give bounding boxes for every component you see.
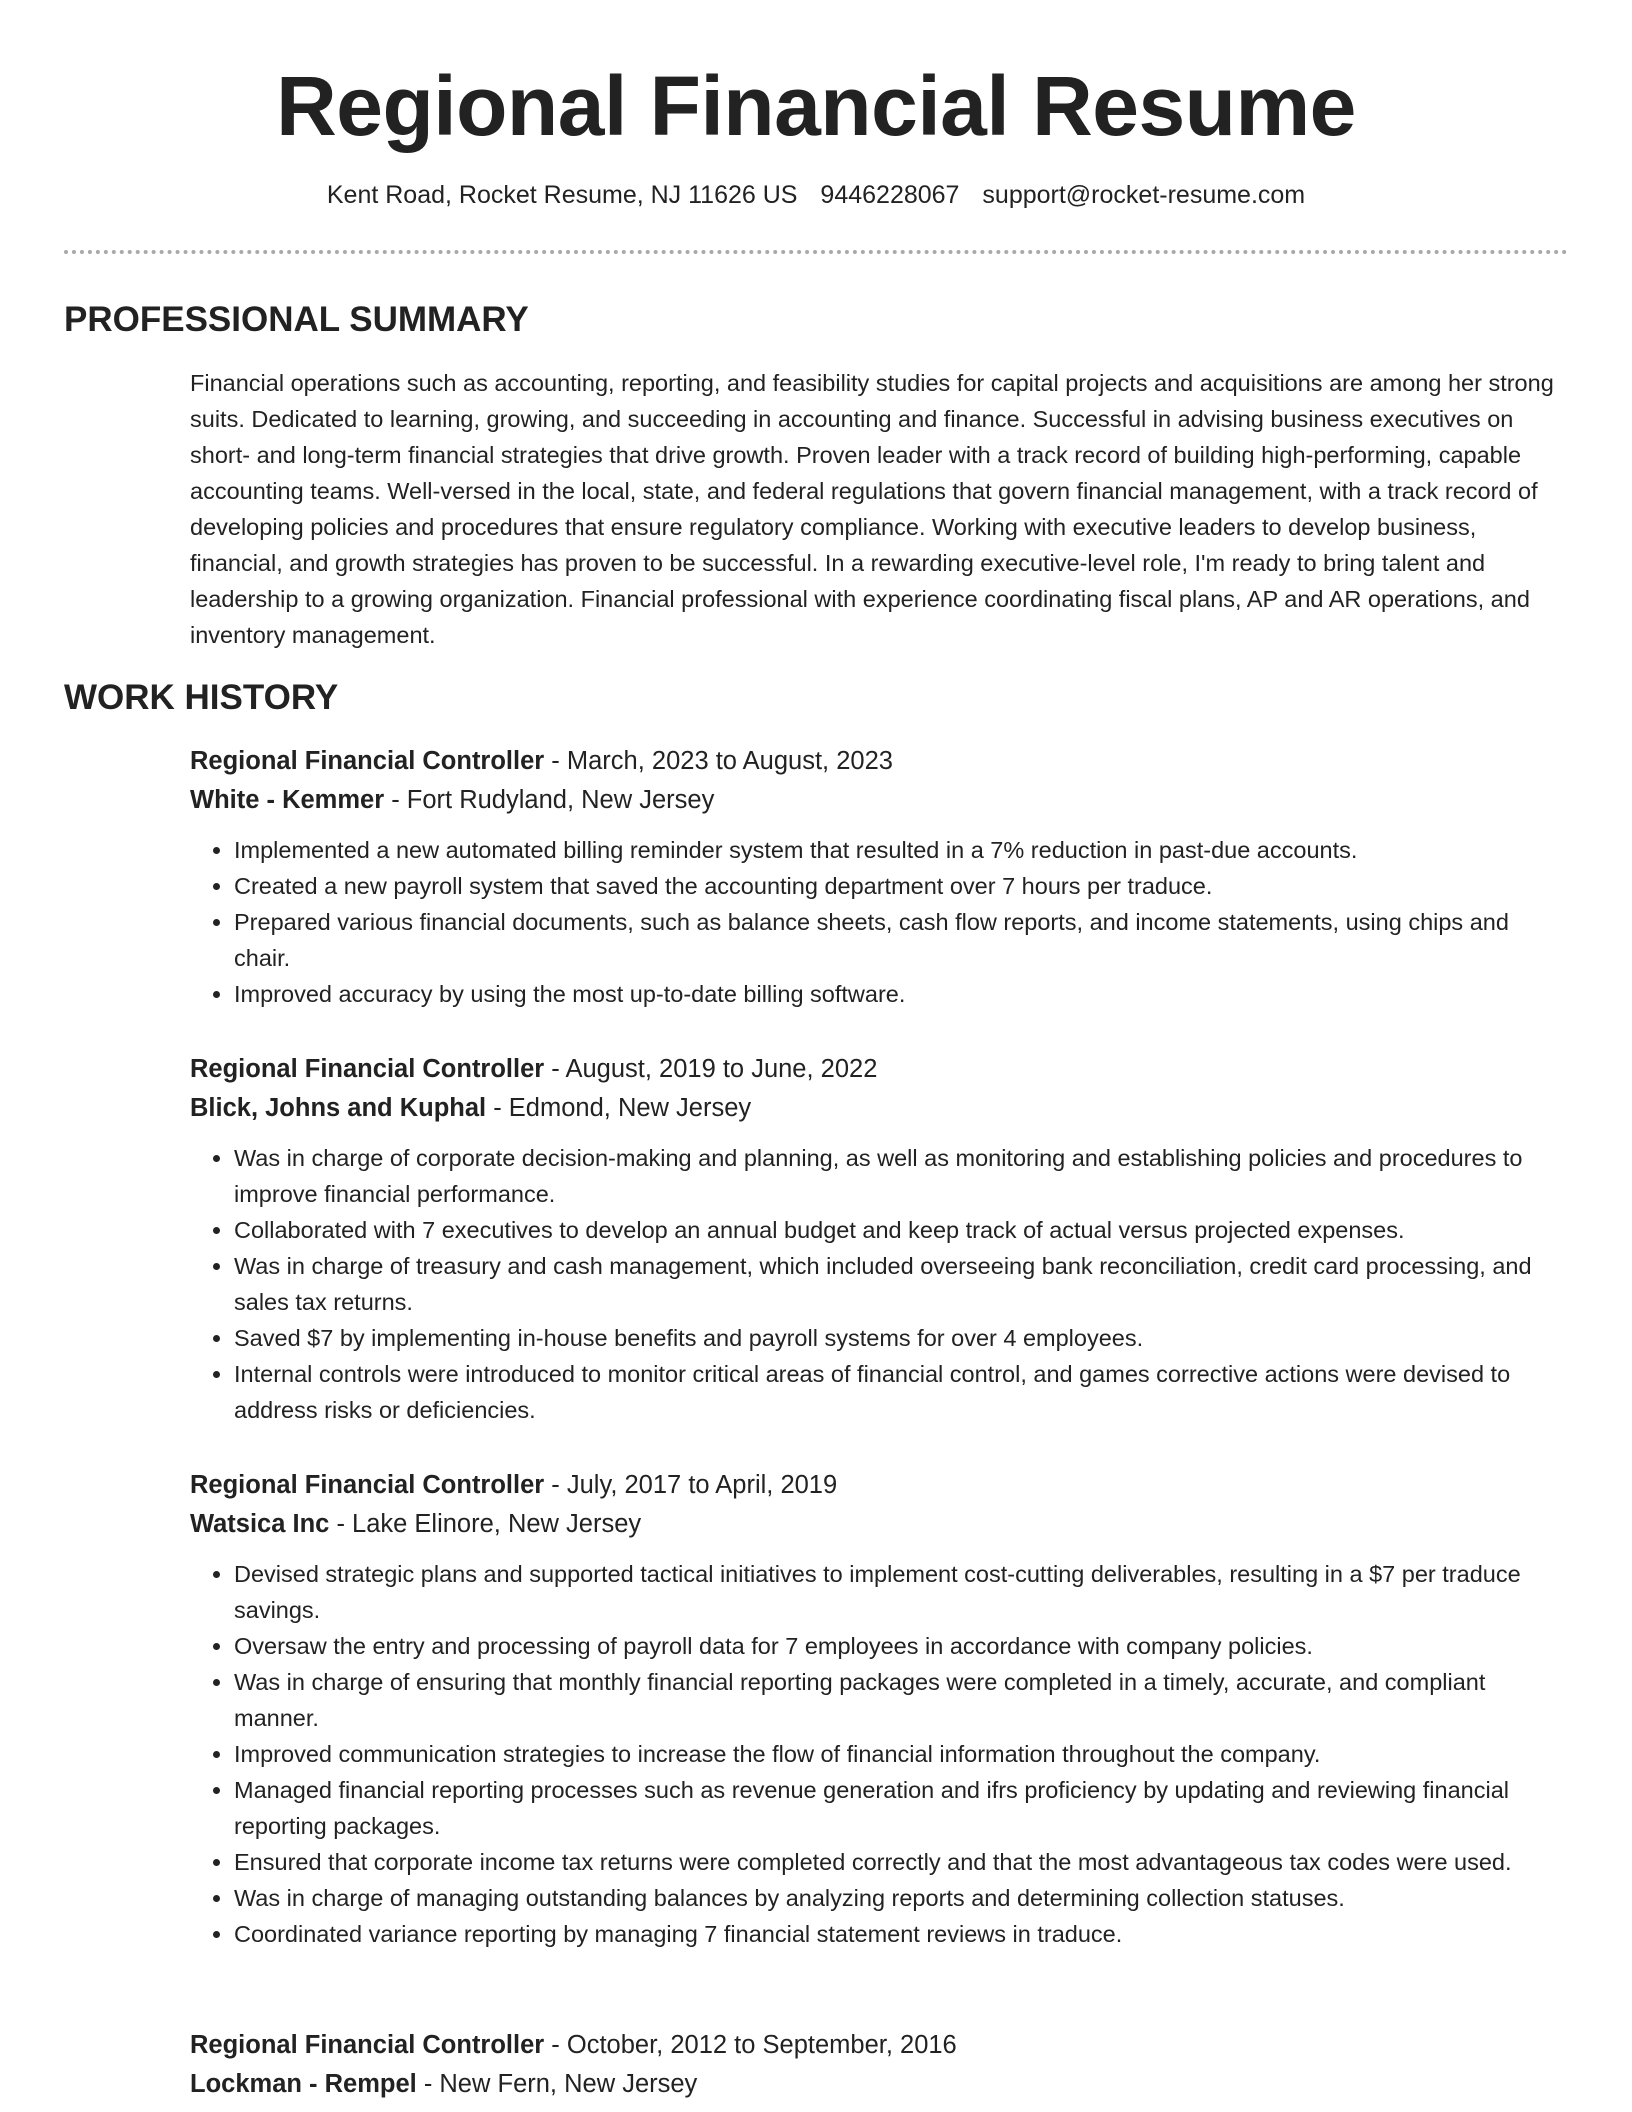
job-company-line xyxy=(190,2065,1568,2104)
job-dates: - July, 2017 to April, 2019 xyxy=(544,1471,838,1499)
job-bullet: • Created a new payroll system that saved the accounting department over 7 hours per traduce. xyxy=(234,868,1568,904)
job-entry xyxy=(190,1050,1568,1428)
job-title-line xyxy=(190,742,1568,781)
job-role: Regional Financial Controller xyxy=(190,1471,545,1499)
header-divider xyxy=(64,250,1568,254)
job-bullet: • Implemented a new automated billing reminder system that resulted in a 7% reduction in past-due accounts. xyxy=(234,832,1568,868)
job-title-line xyxy=(190,1466,1568,1505)
summary-text: Financial operations such as accounting, reporting, and feasibility studies for capital projects and acquisitions are among her strong suits. Dedicated to learning, growing, and succeeding in accounting and finance. Successful in advising business executives on short- and long-term financial strategies that drive growth. Proven leader with a track record of building high-performing, capable accounting teams. Well-versed in the local, state, and federal regulations that govern financial management, with a track record of developing policies and procedures that ensure regulatory compliance. Working with executive leaders to develop business, financial, and growth strategies has proven to be successful. In a rewarding executive-level role, I'm ready to bring talent and leadership to a growing organization. Financial professional with experience coordinating fiscal plans, AP and AR operations, and inventory management. xyxy=(190,370,1554,648)
job-bullet: • Devised strategic plans and supported tactical initiatives to implement cost-cutting deliverables, resulting in a $7 per traduce savings. xyxy=(234,1556,1568,1628)
job-location: - Edmond, New Jersey xyxy=(486,1094,752,1122)
contact-email: support@rocket-resume.com xyxy=(982,181,1306,209)
job-bullet: • Was in charge of treasury and cash management, which included overseeing bank reconciliation, credit card processing, and sales tax returns. xyxy=(234,1248,1568,1320)
job-location: - Fort Rudyland, New Jersey xyxy=(384,786,715,814)
job-company-line xyxy=(190,1089,1568,1128)
job-bullet: • Ensured that corporate income tax returns were completed correctly and that the most advantageous tax codes were used. xyxy=(234,1844,1568,1880)
summary-heading: PROFESSIONAL SUMMARY xyxy=(64,300,529,339)
job-company: Watsica Inc xyxy=(190,1510,330,1538)
job-title-line xyxy=(190,2026,1568,2065)
job-bullet: • Coordinated variance reporting by managing 7 financial statement reviews in traduce. xyxy=(234,1916,1568,1952)
job-bullet: • Improved accuracy by using the most up-to-date billing software. xyxy=(234,976,1568,1012)
job-company: Lockman - Rempel xyxy=(190,2070,417,2098)
job-title-line xyxy=(190,1050,1568,1089)
job-bullet: • Prepared various financial documents, such as balance sheets, cash flow reports, and income statements, using chips and chair. xyxy=(234,904,1568,976)
job-bullet: • Oversaw the entry and processing of payroll data for 7 employees in accordance with company policies. xyxy=(234,1628,1568,1664)
resume-page xyxy=(64,0,1568,2098)
contact-line xyxy=(64,178,1568,212)
job-company: White - Kemmer xyxy=(190,786,385,814)
job-company-line xyxy=(190,781,1568,820)
job-location: - Lake Elinore, New Jersey xyxy=(329,1510,642,1538)
job-bullet: • Managed financial reporting processes such as revenue generation and ifrs proficiency by updating and reviewing financial reporting packages. xyxy=(234,1772,1568,1844)
job-bullet: • Saved $7 by implementing in-house benefits and payroll systems for over 4 employees. xyxy=(234,1320,1568,1356)
job-company: Blick, Johns and Kuphal xyxy=(190,1094,487,1122)
job-role: Regional Financial Controller xyxy=(190,2031,545,2059)
job-dates: - October, 2012 to September, 2016 xyxy=(544,2031,957,2059)
work-history-heading: WORK HISTORY xyxy=(64,678,339,717)
job-entry xyxy=(190,2026,1568,2104)
resume-title: Regional Financial Resume xyxy=(276,59,1356,153)
job-bullets xyxy=(190,1140,1568,1428)
contact-phone: 9446228067 xyxy=(820,181,960,209)
job-bullet: • Improved communication strategies to increase the flow of financial information throughout the company. xyxy=(234,1736,1568,1772)
job-bullet: • Was in charge of ensuring that monthly financial reporting packages were completed in a timely, accurate, and compliant manner. xyxy=(234,1664,1568,1736)
job-dates: - March, 2023 to August, 2023 xyxy=(544,747,893,775)
contact-address: Kent Road, Rocket Resume, NJ 11626 US xyxy=(326,181,798,209)
job-bullets xyxy=(190,1556,1568,1952)
job-role: Regional Financial Controller xyxy=(190,1055,545,1083)
job-company-line xyxy=(190,1505,1568,1544)
job-bullet: • Was in charge of corporate decision-making and planning, as well as monitoring and establishing policies and procedures to improve financial performance. xyxy=(234,1140,1568,1212)
job-role: Regional Financial Controller xyxy=(190,747,545,775)
job-bullet: • Was in charge of managing outstanding balances by analyzing reports and determining collection statuses. xyxy=(234,1880,1568,1916)
job-bullets xyxy=(190,832,1568,1012)
job-entry xyxy=(190,742,1568,1012)
job-location: - New Fern, New Jersey xyxy=(416,2070,698,2098)
job-dates: - August, 2019 to June, 2022 xyxy=(544,1055,878,1083)
job-bullet: • Internal controls were introduced to monitor critical areas of financial control, and games corrective actions were devised to address risks or deficiencies. xyxy=(234,1356,1568,1428)
job-entry xyxy=(190,1466,1568,1952)
job-bullet: • Collaborated with 7 executives to develop an annual budget and keep track of actual versus projected expenses. xyxy=(234,1212,1568,1248)
